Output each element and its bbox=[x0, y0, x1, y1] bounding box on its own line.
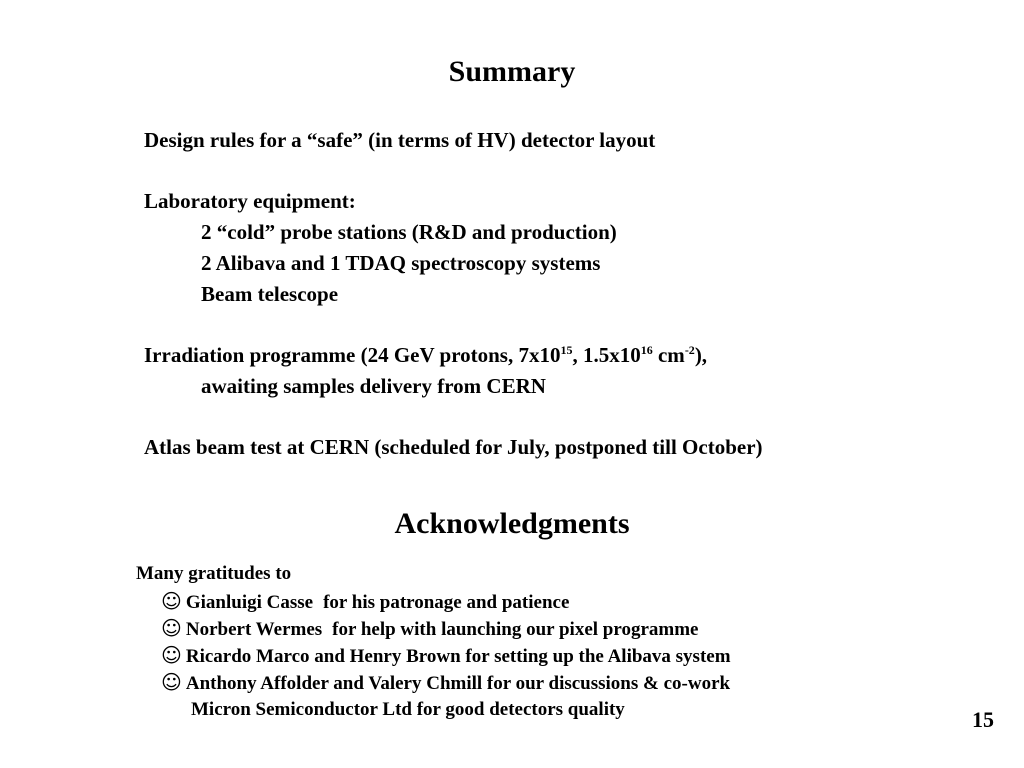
acknowledgment-reason: for our discussions & co-work bbox=[486, 673, 731, 694]
acknowledgment-item bbox=[161, 589, 569, 615]
acknowledgment-reason: for setting up the Alibava system bbox=[465, 646, 731, 667]
beam-test-line: Atlas beam test at CERN (scheduled for July, postponed till October) bbox=[144, 435, 763, 459]
smiley-icon: ☺ bbox=[161, 643, 182, 667]
smiley-icon: ☺ bbox=[161, 589, 182, 613]
irradiation-continuation: awaiting samples delivery from CERN bbox=[201, 374, 546, 398]
acknowledgments-intro: Many gratitudes to bbox=[136, 563, 292, 584]
acknowledgment-last: Micron Semiconductor Ltd for good detectors quality bbox=[191, 699, 625, 720]
irradiation-line bbox=[144, 342, 707, 368]
smiley-icon: ☺ bbox=[161, 670, 182, 694]
acknowledgment-name: Anthony Affolder and Valery Chmill bbox=[185, 673, 483, 694]
irradiation-exponent-3: -2 bbox=[684, 343, 695, 357]
irradiation-exponent-1: 15 bbox=[560, 343, 573, 357]
lab-item: Beam telescope bbox=[201, 282, 339, 306]
irradiation-mid: , 1.5x10 bbox=[572, 343, 641, 367]
lab-equipment-heading: Laboratory equipment: bbox=[144, 189, 356, 213]
design-rules-line: Design rules for a “safe” (in terms of HV) detector layout bbox=[144, 128, 656, 152]
acknowledgment-item bbox=[161, 643, 731, 669]
acknowledgment-item bbox=[161, 670, 730, 696]
irradiation-exponent-2: 16 bbox=[640, 343, 653, 357]
acknowledgment-reason: for his patronage and patience bbox=[323, 592, 570, 613]
lab-item: 2 Alibava and 1 TDAQ spectroscopy systems bbox=[201, 251, 601, 275]
smiley-icon: ☺ bbox=[161, 616, 182, 640]
summary-title: Summary bbox=[448, 55, 576, 88]
irradiation-unit: cm bbox=[652, 343, 685, 367]
page-number: 15 bbox=[972, 707, 994, 732]
acknowledgment-name: Gianluigi Casse bbox=[185, 592, 314, 613]
acknowledgment-name: Norbert Wermes bbox=[185, 619, 323, 640]
irradiation-prefix: Irradiation programme (24 GeV protons, 7x10 bbox=[144, 343, 561, 367]
acknowledgments-title: Acknowledgments bbox=[394, 507, 630, 540]
acknowledgment-item bbox=[161, 616, 698, 642]
irradiation-suffix: ), bbox=[694, 343, 708, 367]
acknowledgment-reason: for help with launching our pixel programme bbox=[332, 619, 699, 640]
acknowledgment-name: Ricardo Marco and Henry Brown bbox=[185, 646, 461, 667]
lab-item: 2 “cold” probe stations (R&D and production) bbox=[201, 220, 617, 244]
